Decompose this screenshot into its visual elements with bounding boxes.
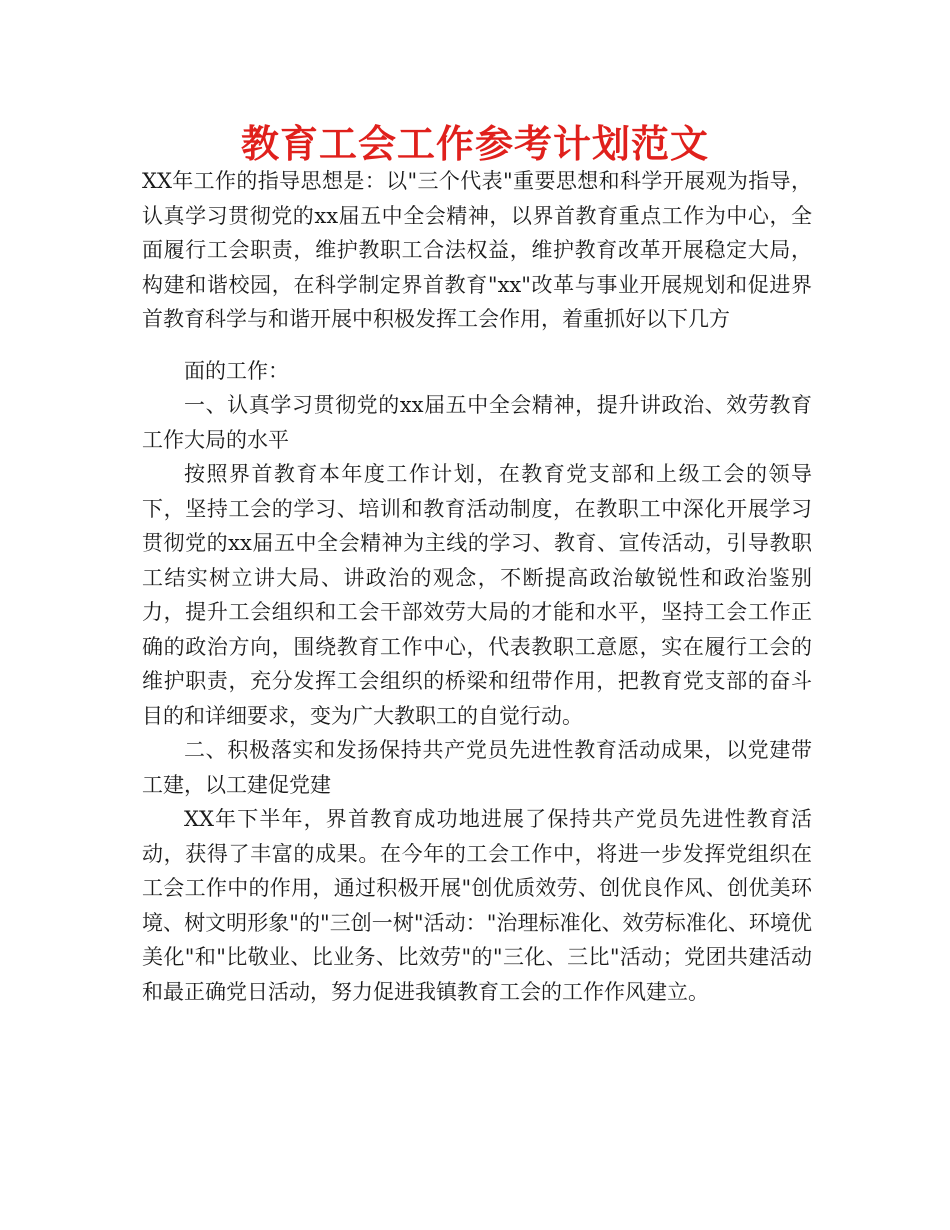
paragraph-section-two-body: XX年下半年，界首教育成功地进展了保持共产党员先进性教育活动，获得了丰富的成果。在今年的工会工作中，将进一步发挥党组织在工会工作中的作用，通过积极开展"创优质效劳、创优良作风、创优美环境、树文明形象"的"三创一树"活动："治理标准化、效劳标准化、环境优美化"和"比敬业、比业务、比效劳"的"三化、三比"活动；党团共建活动和最正确党日活动，努力促进我镇教育工会的工作作风建立。 <box>142 807 812 1004</box>
section-heading-two: 二、积极落实和发扬保持共产党员先进性教育活动成果，以党建带工建，以工建促党建 <box>142 738 812 797</box>
paragraph-section-one-body: 按照界首教育本年度工作计划，在教育党支部和上级工会的领导下，坚持工会的学习、培训和教育活动制度，在教职工中深化开展学习贯彻党的xx届五中全会精神为主线的学习、教育、宣传活动，引导教职工结实树立讲大局、讲政治的观念，不断提高政治敏锐性和政治鉴别力，提升工会组织和工会干部效劳大局的才能和水平，坚持工会工作正确的政治方向，围绕教育工作中心，代表教职工意愿，实在履行工会的维护职责，充分发挥工会组织的桥梁和纽带作用，把教育党支部的奋斗目的和详细要求，变为广大教职工的自觉行动。 <box>142 462 812 728</box>
document-title: 教育工会工作参考计划范文 <box>240 122 709 166</box>
paragraph-continuation: 面的工作： <box>184 358 289 383</box>
paragraph-guiding-ideology: XX年工作的指导思想是：以"三个代表"重要思想和科学开展观为指导，认真学习贯彻党的xx届五中全会精神，以界首教育重点工作为中心，全面履行工会职责，维护教职工合法权益，维护教育改革开展稳定大局，构建和谐校园，在科学制定界首教育"xx"改革与事业开展规划和促进界首教育科学与和谐开展中积极发挥工会作用，着重抓好以下几方 <box>142 169 812 331</box>
document-body <box>142 164 812 1009</box>
section-heading-one: 一、认真学习贯彻党的xx届五中全会精神，提升讲政治、效劳教育工作大局的水平 <box>142 393 812 452</box>
